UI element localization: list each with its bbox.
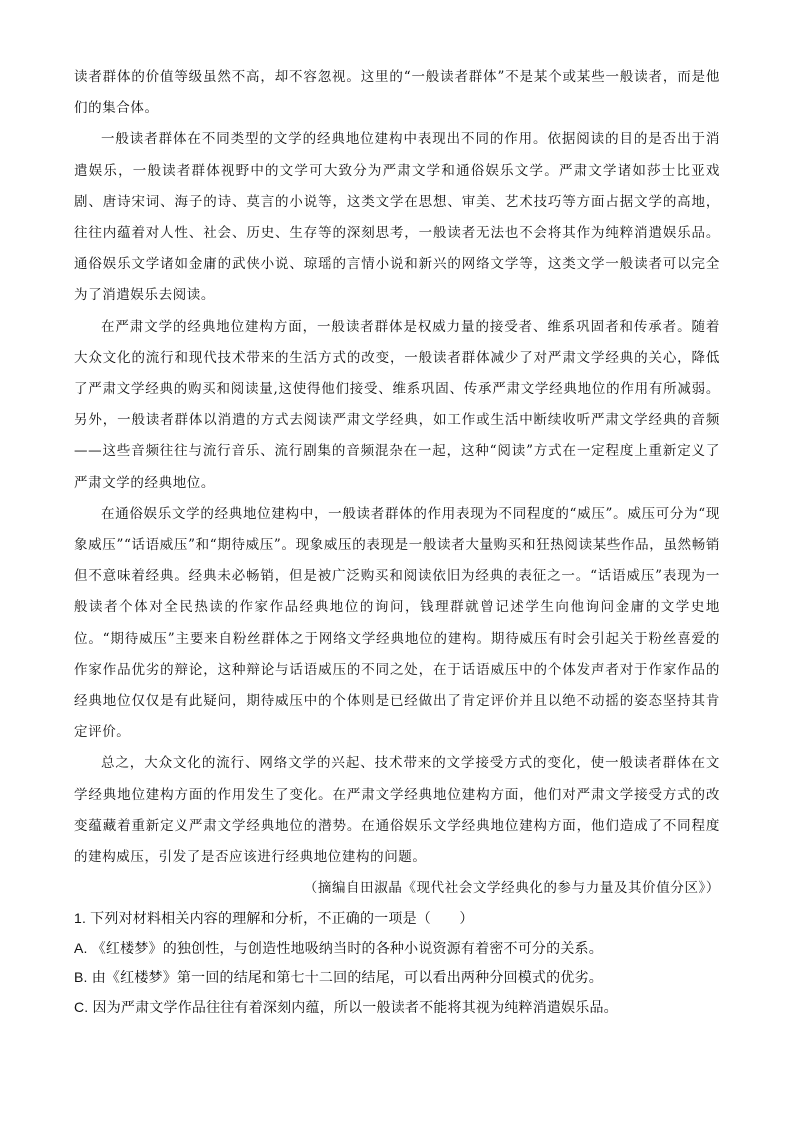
- question-option-a: A. 《红楼梦》的独创性，与创造性地吸纳当时的各种小说资源有着密不可分的关系。: [74, 939, 603, 956]
- passage-paragraph: 总之，大众文化的流行、网络文学的兴起、技术带来的文学接受方式的变化，使一般读者群体在文学经典地位建构方面的作用发生了变化。在严肃文学经典地位建构方面，他们对严肃文学接受方式的改变蕴藏着重新定义严肃文学经典地位的潜势。在通俗娱乐文学经典地位建构方面，他们造成了不同程度的建构威压，引发了是否应该进行经典地位建构的问题。: [74, 755, 720, 866]
- question-option-b: B. 由《红楼梦》第一回的结尾和第七十二回的结尾，可以看出两种分回模式的优劣。: [74, 969, 603, 986]
- passage-paragraph: 在通俗娱乐文学的经典地位建构中，一般读者群体的作用表现为不同程度的“威压”。威压可分为“现象威压”“话语威压”和“期待威压”。现象威压的表现是一般读者大量购买和狂热阅读某些作品，虽然畅销但不意味着经典。经典未必畅销，但是被广泛购买和阅读依旧为经典的表征之一。“话语威压”表现为一般读者个体对全民热读的作家作品经典地位的询问，钱理群就曾记述学生向他询问金庸的文学史地位。“期待威压”主要来自粉丝群体之于网络文学经典地位的建构。期待威压有时会引起关于粉丝喜爱的作家作品优劣的辩论，这种辩论与话语威压的不同之处，在于话语威压中的个体发声者对于作家作品的经典地位仅仅是有此疑问，期待威压中的个体则是已经做出了肯定评价并且以绝不动摇的姿态坚持其肯定评价。: [74, 505, 720, 741]
- passage-paragraph: 读者群体的价值等级虽然不高，却不容忽视。这里的“一般读者群体”不是某个或某些一般读者，而是他们的集合体。: [74, 69, 720, 117]
- question-option-c: C. 因为严肃文学作品往往有着深刻内蕴，所以一般读者不能将其视为纯粹消遣娱乐品。: [74, 998, 618, 1015]
- document-page: [74, 62, 720, 1022]
- passage-source: （摘编自田淑晶《现代社会文学经典化的参与力量及其价值分区》）: [303, 880, 720, 897]
- passage-paragraph: 一般读者群体在不同类型的文学的经典地位建构中表现出不同的作用。依据阅读的目的是否出于消遣娱乐，一般读者群体视野中的文学可大致分为严肃文学和通俗娱乐文学。严肃文学诸如莎士比亚戏剧、唐诗宋词、海子的诗、莫言的小说等，这类文学在思想、审美、艺术技巧等方面占据文学的高地，往往内蕴着对人性、社会、历史、生存等的深刻思考，一般读者无法也不会将其作为纯粹消遣娱乐品。通俗娱乐文学诸如金庸的武侠小说、琼瑶的言情小说和新兴的网络文学等，这类文学一般读者可以完全为了消遣娱乐去阅读。: [74, 131, 720, 304]
- question-block: [74, 904, 720, 1022]
- question-stem: 1. 下列对材料相关内容的理解和分析，不正确的一项是（ ）: [74, 910, 474, 927]
- passage-paragraph: 在严肃文学的经典地位建构方面，一般读者群体是权威力量的接受者、维系巩固者和传承者。随着大众文化的流行和现代技术带来的生活方式的改变，一般读者群体减少了对严肃文学经典的关心，降低了严肃文学经典的购买和阅读量,这使得他们接受、维系巩固、传承严肃文学经典地位的作用有所减弱。另外，一般读者群体以消遣的方式去阅读严肃文学经典，如工作或生活中断续收听严肃文学经典的音频——这些音频往往与流行音乐、流行剧集的音频混杂在一起，这种“阅读”方式在一定程度上重新定义了严肃文学的经典地位。: [74, 318, 720, 491]
